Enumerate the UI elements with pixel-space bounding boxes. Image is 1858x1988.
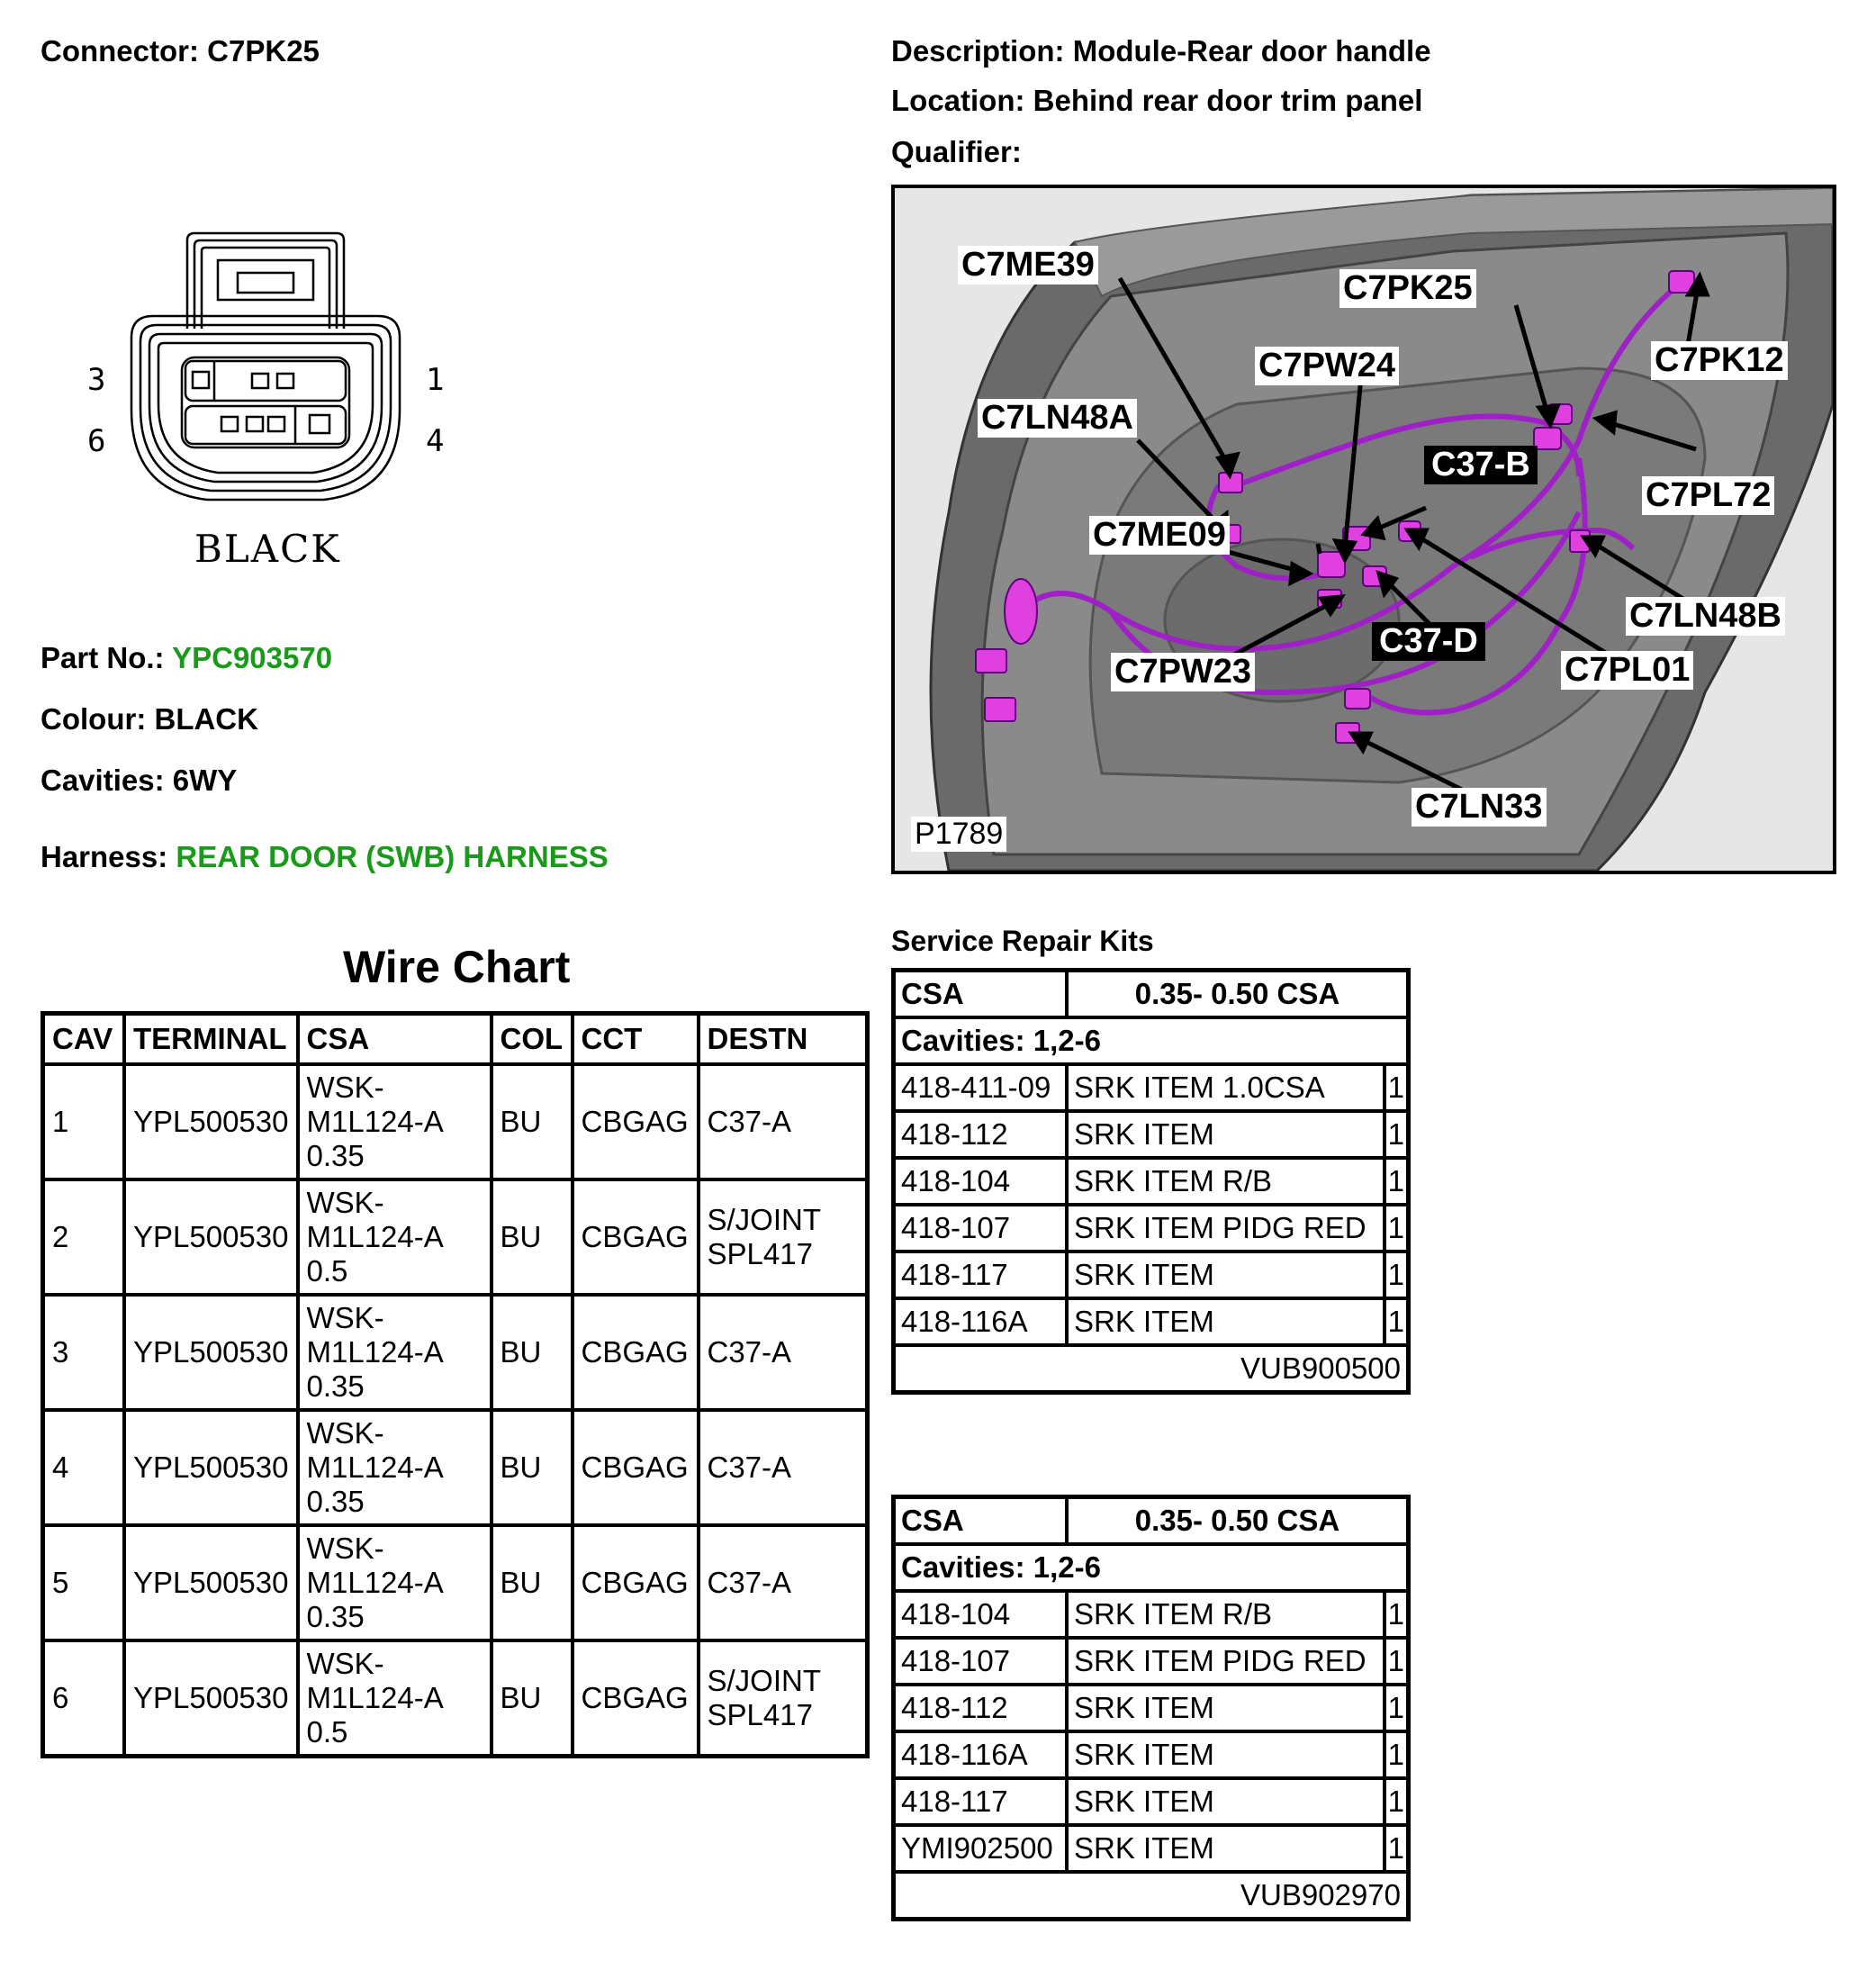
kit-item-desc: SRK ITEM R/B [1067, 1158, 1384, 1205]
kit-item-qty: 1 [1384, 1731, 1409, 1778]
destn-cell [699, 1640, 868, 1757]
kit-item-desc: SRK ITEM [1067, 1298, 1384, 1345]
cavities-label: Cavities: [41, 764, 165, 797]
destn-cell [699, 1525, 868, 1640]
destn-line: S/JOINT [707, 1664, 822, 1697]
connector-field [41, 34, 320, 68]
kit-item-qty: 1 [1384, 1111, 1409, 1158]
kit-item-qty: 1 [1384, 1685, 1409, 1731]
csa-line: 0.35 [306, 1139, 365, 1172]
part-no-field [41, 641, 332, 675]
location-field [891, 84, 1422, 118]
kit-item-code: 418-107 [894, 1638, 1068, 1685]
destn-line: C37-A [707, 1335, 792, 1369]
part-no-label: Part No.: [41, 641, 165, 674]
kit-item-code: 418-112 [894, 1685, 1068, 1731]
cav-cell: 1 [43, 1064, 125, 1179]
csa-line: 0.5 [306, 1715, 348, 1749]
kit-item-qty: 1 [1384, 1158, 1409, 1205]
kit-item-row [894, 1111, 1409, 1158]
csa-line: M1L124-A [306, 1450, 444, 1484]
wire-chart-header-row [43, 1014, 868, 1065]
label-c7pl72: C7PL72 [1642, 476, 1774, 515]
csa-line: 0.35 [306, 1485, 365, 1518]
csa-line: M1L124-A [306, 1105, 444, 1138]
kit-csa-label: CSA [894, 1497, 1068, 1545]
wire-chart-row [43, 1064, 868, 1179]
header-destn: DESTN [699, 1014, 868, 1065]
cct-cell: CBGAG [573, 1179, 699, 1295]
kit-item-row [894, 1778, 1409, 1825]
destn-line: C37-A [707, 1566, 792, 1599]
kit-item-code: 418-116A [894, 1731, 1068, 1778]
repair-kit-table [891, 968, 1411, 1395]
destn-line: C37-A [707, 1105, 792, 1138]
wire-chart-table [41, 1011, 870, 1758]
destn-cell [699, 1295, 868, 1410]
label-c7pk25: C7PK25 [1339, 269, 1476, 308]
part-no-link[interactable]: YPC903570 [172, 641, 333, 674]
label-c7pw23: C7PW23 [1111, 653, 1255, 691]
qualifier-label: Qualifier: [891, 135, 1022, 168]
destn-line: C37-A [707, 1450, 792, 1484]
cav-cell: 4 [43, 1410, 125, 1525]
cav-cell: 3 [43, 1295, 125, 1410]
cav-cell: 6 [43, 1640, 125, 1757]
kit-item-qty: 1 [1384, 1591, 1409, 1638]
kit-item-qty: 1 [1384, 1638, 1409, 1685]
kit-item-code: YMI902500 [894, 1825, 1068, 1872]
cct-cell: CBGAG [573, 1295, 699, 1410]
col-cell: BU [492, 1410, 573, 1525]
header-csa: CSA [298, 1014, 492, 1065]
csa-line: WSK- [306, 1647, 384, 1680]
label-c37-d: C37-D [1372, 622, 1485, 661]
kit-item-desc: SRK ITEM [1067, 1685, 1384, 1731]
kit-item-qty: 1 [1384, 1205, 1409, 1252]
location-value: Behind rear door trim panel [1033, 84, 1423, 117]
pin-1-number: 1 [426, 362, 445, 398]
col-cell: BU [492, 1295, 573, 1410]
cct-cell: CBGAG [573, 1525, 699, 1640]
csa-cell [298, 1525, 492, 1640]
pin-3-number: 3 [87, 362, 106, 398]
label-c7me39: C7ME39 [958, 246, 1098, 285]
connector-label: Connector: [41, 34, 199, 68]
cav-cell: 5 [43, 1525, 125, 1640]
kit-cavities-row [894, 1017, 1409, 1064]
kit-item-row [894, 1638, 1409, 1685]
csa-line: WSK- [306, 1301, 384, 1334]
connector-colour-caption: BLACK [194, 527, 341, 571]
csa-cell [298, 1295, 492, 1410]
kit-item-qty: 1 [1384, 1778, 1409, 1825]
kit-item-qty: 1 [1384, 1825, 1409, 1872]
location-label: Location: [891, 84, 1025, 117]
csa-cell [298, 1064, 492, 1179]
colour-field [41, 702, 258, 736]
kit-item-code: 418-116A [894, 1298, 1068, 1345]
csa-line: WSK- [306, 1071, 384, 1104]
kit-item-desc: SRK ITEM [1067, 1731, 1384, 1778]
label-c7pl01: C7PL01 [1561, 651, 1693, 690]
destn-cell [699, 1064, 868, 1179]
header-terminal: TERMINAL [124, 1014, 298, 1065]
kit-item-row [894, 1825, 1409, 1872]
kit-number-row [894, 1872, 1409, 1920]
colour-value: BLACK [154, 702, 258, 736]
destn-line: S/JOINT [707, 1203, 822, 1236]
label-c7ln33: C7LN33 [1412, 788, 1547, 827]
csa-line: M1L124-A [306, 1681, 444, 1714]
cav-cell: 2 [43, 1179, 125, 1295]
cct-cell: CBGAG [573, 1410, 699, 1525]
terminal-cell: YPL500530 [124, 1064, 298, 1179]
destn-line: SPL417 [707, 1237, 813, 1270]
cct-cell: CBGAG [573, 1064, 699, 1179]
harness-link[interactable]: REAR DOOR (SWB) HARNESS [176, 840, 609, 873]
kit-item-code: 418-104 [894, 1158, 1068, 1205]
harness-field [41, 840, 609, 874]
kit-number-row [894, 1345, 1409, 1393]
harness-label: Harness: [41, 840, 168, 873]
kit-item-desc: SRK ITEM PIDG RED [1067, 1638, 1384, 1685]
kit-csa-label: CSA [894, 971, 1068, 1018]
kit-item-row [894, 1064, 1409, 1111]
kit-csa-value: 0.35- 0.50 CSA [1067, 1497, 1409, 1545]
destn-cell [699, 1179, 868, 1295]
description-label: Description: [891, 34, 1065, 68]
terminal-cell: YPL500530 [124, 1640, 298, 1757]
colour-label: Colour: [41, 702, 147, 736]
destn-line: SPL417 [707, 1698, 813, 1731]
label-c37-b: C37-B [1424, 446, 1538, 484]
kit-item-desc: SRK ITEM [1067, 1825, 1384, 1872]
kit-item-row [894, 1252, 1409, 1298]
csa-cell [298, 1640, 492, 1757]
header-cav: CAV [43, 1014, 125, 1065]
kit-item-code: 418-104 [894, 1591, 1068, 1638]
repair-kit-table [891, 1495, 1411, 1921]
kit-item-qty: 1 [1384, 1064, 1409, 1111]
terminal-cell: YPL500530 [124, 1295, 298, 1410]
kit-item-desc: SRK ITEM 1.0CSA [1067, 1064, 1384, 1111]
connector-face-diagram [126, 230, 414, 518]
kit-item-desc: SRK ITEM [1067, 1111, 1384, 1158]
kit-number: VUB900500 [894, 1345, 1409, 1393]
service-repair-kits-heading: Service Repair Kits [891, 925, 1154, 957]
cct-cell: CBGAG [573, 1640, 699, 1757]
wire-chart-row [43, 1410, 868, 1525]
kit-item-row [894, 1298, 1409, 1345]
description-field [891, 34, 1431, 68]
col-cell: BU [492, 1179, 573, 1295]
col-cell: BU [492, 1525, 573, 1640]
kit-item-desc: SRK ITEM R/B [1067, 1591, 1384, 1638]
terminal-cell: YPL500530 [124, 1179, 298, 1295]
csa-line: M1L124-A [306, 1335, 444, 1369]
kit-item-code: 418-117 [894, 1778, 1068, 1825]
csa-line: 0.35 [306, 1600, 365, 1633]
label-c7ln48b: C7LN48B [1626, 597, 1785, 636]
kit-csa-row [894, 1497, 1409, 1545]
header-col: COL [492, 1014, 573, 1065]
terminal-cell: YPL500530 [124, 1410, 298, 1525]
csa-cell [298, 1410, 492, 1525]
csa-line: WSK- [306, 1532, 384, 1565]
destn-cell [699, 1410, 868, 1525]
kit-cavities: Cavities: 1,2-6 [894, 1544, 1409, 1591]
cavities-value: 6WY [172, 764, 238, 797]
wire-chart-row [43, 1179, 868, 1295]
kit-item-code: 418-112 [894, 1111, 1068, 1158]
label-c7pw24: C7PW24 [1255, 347, 1399, 385]
kit-item-qty: 1 [1384, 1298, 1409, 1345]
kit-cavities-row [894, 1544, 1409, 1591]
col-cell: BU [492, 1640, 573, 1757]
label-c7pk12: C7PK12 [1651, 341, 1788, 380]
csa-line: WSK- [306, 1416, 384, 1450]
kit-number: VUB902970 [894, 1872, 1409, 1920]
connector-value: C7PK25 [207, 34, 320, 68]
label-c7me09: C7ME09 [1089, 516, 1230, 555]
kit-item-qty: 1 [1384, 1252, 1409, 1298]
wire-chart-row [43, 1640, 868, 1757]
kit-item-code: 418-107 [894, 1205, 1068, 1252]
kit-item-code: 418-411-09 [894, 1064, 1068, 1111]
terminal-cell: YPL500530 [124, 1525, 298, 1640]
kit-item-code: 418-117 [894, 1252, 1068, 1298]
location-figure [891, 185, 1836, 874]
csa-line: M1L124-A [306, 1566, 444, 1599]
label-c7ln48a: C7LN48A [978, 399, 1137, 438]
kit-item-row [894, 1205, 1409, 1252]
col-cell: BU [492, 1064, 573, 1179]
kit-item-desc: SRK ITEM [1067, 1778, 1384, 1825]
csa-line: 0.5 [306, 1254, 348, 1288]
kit-item-row [894, 1158, 1409, 1205]
kit-csa-value: 0.35- 0.50 CSA [1067, 971, 1409, 1018]
kit-csa-row [894, 971, 1409, 1018]
csa-line: 0.35 [306, 1369, 365, 1403]
csa-cell [298, 1179, 492, 1295]
kit-item-row [894, 1685, 1409, 1731]
csa-line: WSK- [306, 1186, 384, 1219]
wire-chart-row [43, 1295, 868, 1410]
qualifier-field [891, 135, 1022, 169]
header-cct: CCT [573, 1014, 699, 1065]
kit-item-desc: SRK ITEM [1067, 1252, 1384, 1298]
cavities-field [41, 764, 237, 798]
figure-image-id: P1789 [911, 817, 1006, 852]
kit-item-desc: SRK ITEM PIDG RED [1067, 1205, 1384, 1252]
kit-item-row [894, 1731, 1409, 1778]
kit-item-row [894, 1591, 1409, 1638]
description-value: Module-Rear door handle [1072, 34, 1431, 68]
csa-line: M1L124-A [306, 1220, 444, 1253]
pin-4-number: 4 [426, 423, 445, 459]
wire-chart-title: Wire Chart [343, 942, 571, 992]
pin-6-number: 6 [87, 423, 106, 459]
kit-cavities: Cavities: 1,2-6 [894, 1017, 1409, 1064]
wire-chart-row [43, 1525, 868, 1640]
